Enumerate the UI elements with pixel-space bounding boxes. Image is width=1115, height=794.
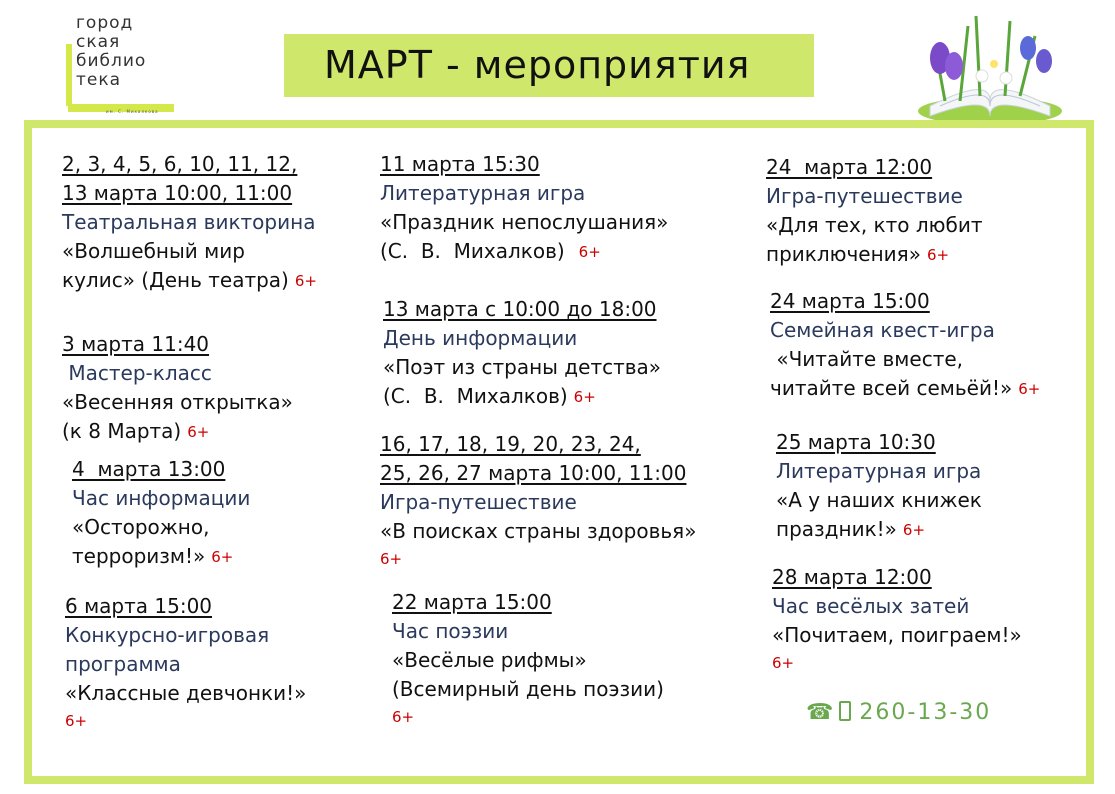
event-type: День информации bbox=[383, 326, 578, 350]
event-name: «Весёлые рифмы» bbox=[392, 648, 587, 672]
event-terrorism-info bbox=[72, 455, 250, 572]
phone-contact bbox=[806, 700, 991, 725]
age-rating: 6+ bbox=[578, 243, 601, 261]
event-date: 25, 26, 27 марта 10:00, 11:00 bbox=[380, 461, 687, 485]
event-type: Час весёлых затей bbox=[772, 594, 970, 618]
age-rating: 6+ bbox=[1018, 380, 1041, 398]
event-date: 4 марта 13:00 bbox=[72, 457, 226, 481]
event-date: 13 марта с 10:00 до 18:00 bbox=[383, 297, 657, 321]
library-logo bbox=[66, 13, 178, 114]
event-name: (С. В. Михалков) bbox=[383, 384, 568, 408]
event-name: «Осторожно, bbox=[72, 515, 210, 539]
event-name: «Почитаем, поиграем!» bbox=[772, 623, 1022, 647]
event-type: Литературная игра bbox=[380, 181, 586, 205]
event-type: Игра-путешествие bbox=[766, 184, 963, 208]
age-rating: 6+ bbox=[392, 708, 415, 726]
age-rating: 6+ bbox=[902, 521, 926, 539]
event-date: 28 марта 12:00 bbox=[772, 565, 932, 589]
event-date: 2, 3, 4, 5, 6, 10, 11, 12, bbox=[62, 152, 298, 176]
event-disobedience-holiday bbox=[380, 150, 668, 267]
logo-line-3: библио bbox=[76, 51, 147, 71]
event-books-holiday bbox=[776, 428, 982, 545]
event-adventure-journey bbox=[766, 153, 982, 270]
event-type: Театральная викторина bbox=[62, 210, 316, 234]
logo-line-1: город bbox=[76, 13, 134, 33]
event-name: терроризм!» bbox=[72, 544, 206, 568]
event-name: «Праздник непослушания» bbox=[380, 210, 669, 234]
event-name: кулис» (День театра) bbox=[62, 268, 289, 292]
event-classy-girls bbox=[65, 592, 306, 734]
logo-text bbox=[76, 14, 146, 90]
event-type: Семейная квест-игра bbox=[770, 318, 995, 342]
event-type: Конкурсно-игровая bbox=[65, 623, 270, 647]
age-rating: 6+ bbox=[926, 246, 950, 264]
event-name: читайте всей семьёй!» bbox=[770, 376, 1013, 400]
flowers-book-illustration bbox=[910, 6, 1070, 126]
event-fun-hour bbox=[772, 563, 1022, 676]
logo-line-2: ская bbox=[76, 32, 121, 52]
logo-line-4: тека bbox=[76, 70, 122, 90]
event-date: 22 марта 15:00 bbox=[392, 590, 552, 614]
event-master-class bbox=[62, 330, 293, 447]
event-theatre-quiz bbox=[62, 150, 317, 296]
age-rating: 6+ bbox=[380, 550, 403, 568]
event-name: праздник!» bbox=[776, 517, 897, 541]
phone-number: 260-13-30 bbox=[859, 700, 992, 725]
event-name: (С. В. Михалков) bbox=[380, 239, 565, 263]
event-date: 24 марта 12:00 bbox=[766, 155, 933, 179]
event-date: 11 марта 15:30 bbox=[380, 152, 540, 176]
logo-bar-left bbox=[66, 44, 72, 106]
event-type: программа bbox=[65, 652, 181, 676]
event-name: приключения» bbox=[766, 242, 921, 266]
age-rating: 6+ bbox=[772, 654, 795, 672]
event-date: 24 марта 15:00 bbox=[770, 289, 930, 313]
event-date: 3 марта 11:40 bbox=[62, 332, 210, 356]
event-name: «Весенняя открытка» bbox=[62, 390, 293, 414]
age-rating: 6+ bbox=[187, 423, 210, 441]
event-type: Час информации bbox=[72, 486, 251, 510]
event-name: (к 8 Марта) bbox=[62, 419, 182, 443]
telephone-icon: ☎ bbox=[806, 700, 836, 725]
event-type: Литературная игра bbox=[776, 459, 982, 483]
event-name: «Волшебный мир bbox=[62, 239, 245, 263]
event-name: «Для тех, кто любит bbox=[766, 213, 983, 237]
age-rating: 6+ bbox=[211, 548, 234, 566]
event-name: «А у наших книжек bbox=[776, 488, 982, 512]
event-poet-info-day bbox=[383, 295, 661, 412]
event-health-journey bbox=[380, 430, 696, 572]
event-name: (Всемирный день поэзии) bbox=[392, 677, 664, 701]
event-date: 13 марта 10:00, 11:00 bbox=[62, 181, 293, 205]
age-rating: 6+ bbox=[573, 388, 596, 406]
event-date: 25 марта 10:30 bbox=[776, 430, 936, 454]
event-poetry-hour bbox=[392, 588, 664, 730]
event-name: «В поисках страны здоровья» bbox=[380, 519, 697, 543]
title-banner bbox=[284, 34, 814, 97]
age-rating: 6+ bbox=[65, 712, 88, 730]
event-date: 16, 17, 18, 19, 20, 23, 24, bbox=[380, 432, 641, 456]
event-type: Мастер-класс bbox=[62, 361, 212, 385]
event-name: «Классные девчонки!» bbox=[65, 681, 307, 705]
event-date: 6 марта 15:00 bbox=[65, 594, 213, 618]
mobile-phone-icon bbox=[839, 701, 851, 721]
logo-caption: им. С. Михалкова bbox=[106, 109, 159, 114]
page-title: МАРТ - мероприятия bbox=[324, 43, 751, 87]
event-family-quest bbox=[770, 287, 1040, 404]
event-name: «Читайте вместе, bbox=[770, 347, 964, 371]
event-type: Час поэзии bbox=[392, 619, 509, 643]
event-name: «Поэт из страны детства» bbox=[383, 355, 662, 379]
event-type: Игра-путешествие bbox=[380, 490, 577, 514]
age-rating: 6+ bbox=[294, 272, 317, 290]
